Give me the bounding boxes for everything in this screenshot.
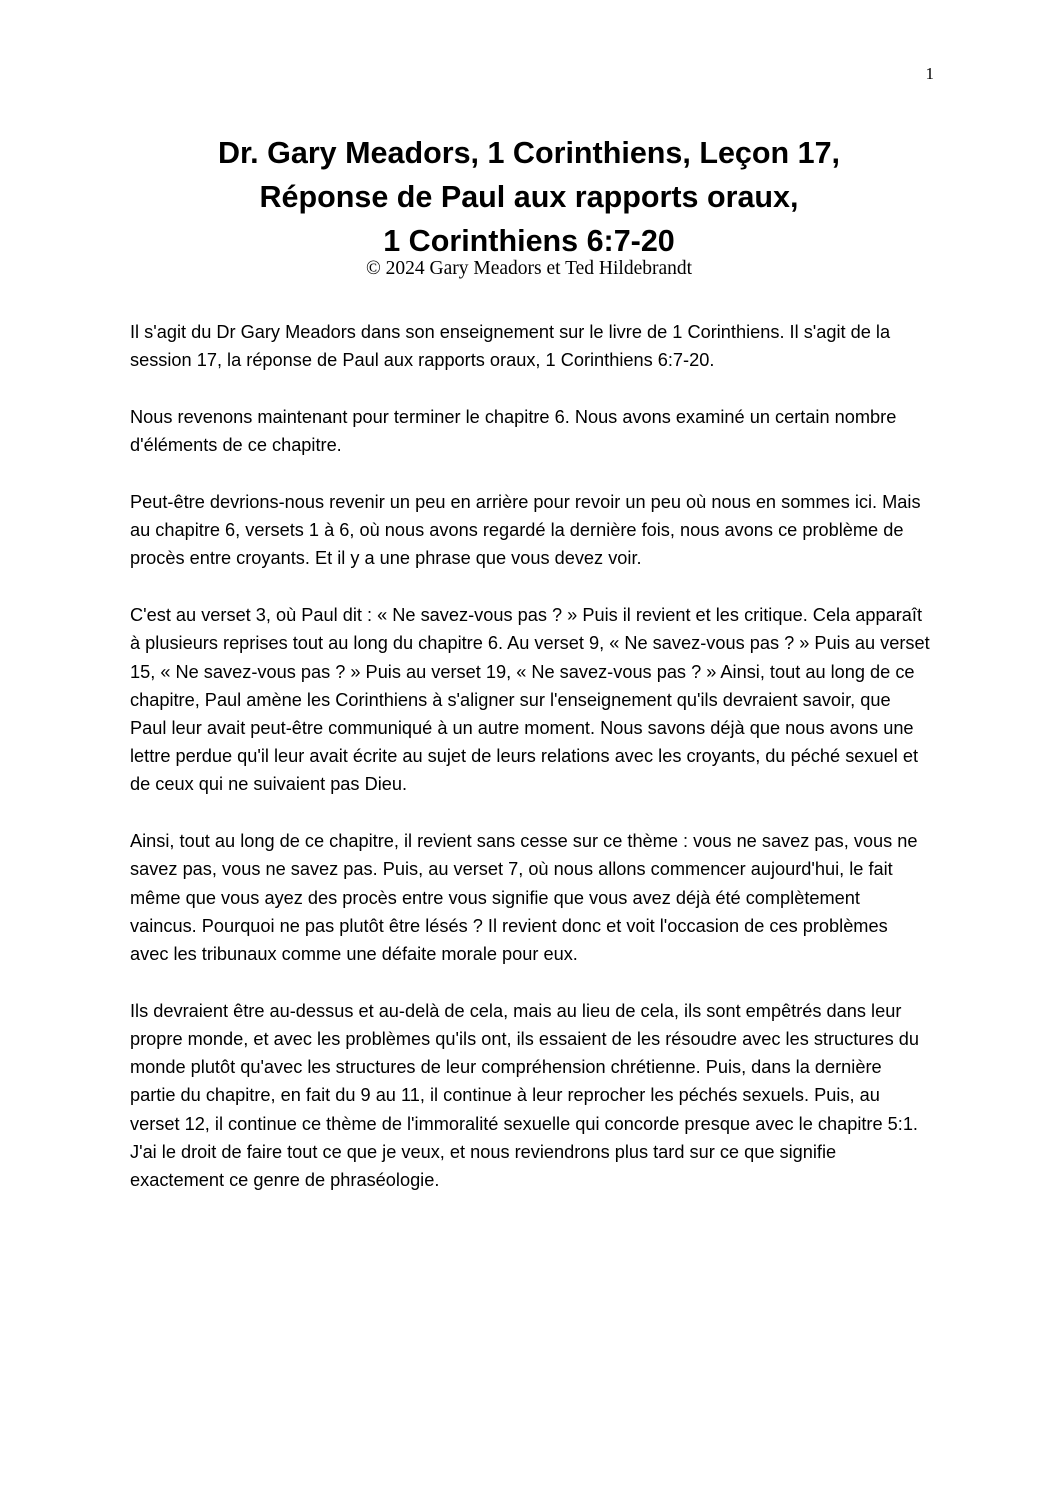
paragraph: Ainsi, tout au long de ce chapitre, il revient sans cesse sur ce thème : vous ne savez pas, vous ne savez pas, vous ne savez pas. Puis, au verset 7, où nous allons commencer aujourd'hui, le fait même que vous ayez des procès entre vous signifie que vous avez déjà été complètement vaincus. Pourquoi ne pas plutôt être lésés ? Il revient donc et voit l'occasion de ces problèmes avec les tribunaux comme une défaite morale pour eux.: [130, 831, 918, 965]
paragraph-intro: Il s'agit du Dr Gary Meadors dans son enseignement sur le livre de 1 Corinthiens. Il s'agit de la session 17, la réponse de Paul aux rapports oraux, 1 Corinthiens 6:7-20.: [130, 322, 891, 371]
document-body: [130, 318, 930, 1223]
title-line-2: Réponse de Paul aux rapports oraux,: [259, 180, 799, 214]
title-line-3: 1 Corinthiens 6:7-20: [383, 224, 675, 258]
paragraph: Ils devraient être au-dessus et au-delà de cela, mais au lieu de cela, ils sont empêtrés dans leur propre monde, et avec les problèmes qu'ils ont, ils essaient de les résoudre avec les structures du monde plutôt qu'avec les structures de leur compréhension chrétienne. Puis, dans la dernière partie du chapitre, en fait du 9 au 11, il continue à leur reprocher les péchés sexuels. Puis, au verset 12, il continue ce thème de l'immoralité sexuelle qui concorde presque avec le chapitre 5:1. J'ai le droit de faire tout ce que je veux, et nous reviendrons plus tard sur ce que signifie exactement ce genre de phraséologie.: [130, 1000, 919, 1191]
paragraph: Peut-être devrions-nous revenir un peu en arrière pour revoir un peu où nous en sommes ici. Mais au chapitre 6, versets 1 à 6, où nous avons regardé la dernière fois, nous avons ce problème de procès entre croyants. Et il y a une phrase que vous devez voir.: [130, 492, 921, 569]
paragraph: C'est au verset 3, où Paul dit : « Ne savez-vous pas ? » Puis il revient et les critique. Cela apparaît à plusieurs reprises tout au long du chapitre 6. Au verset 9, « Ne savez-vous pas ? » Puis au verset 15, « Ne savez-vous pas ? » Puis au verset 19, « Ne savez-vous pas ? » Ainsi, tout au long de ce chapitre, Paul amène les Corinthiens à s'aligner sur l'enseignement qu'ils devraient savoir, que Paul leur avait peut-être communiqué à un autre moment. Nous savons déjà que nous avons une lettre perdue qu'il leur avait écrite au sujet de leurs relations avec les croyants, du péché sexuel et de ceux qui ne suivaient pas Dieu.: [130, 605, 930, 795]
page-number: 1: [925, 64, 934, 83]
title-line-1: Dr. Gary Meadors, 1 Corinthiens, Leçon 17,: [217, 136, 841, 170]
copyright-notice: © 2024 Gary Meadors et Ted Hildebrandt: [365, 258, 693, 279]
paragraph: Nous revenons maintenant pour terminer le chapitre 6. Nous avons examiné un certain nombre d'éléments de ce chapitre.: [130, 407, 897, 456]
document-header: [130, 131, 928, 281]
